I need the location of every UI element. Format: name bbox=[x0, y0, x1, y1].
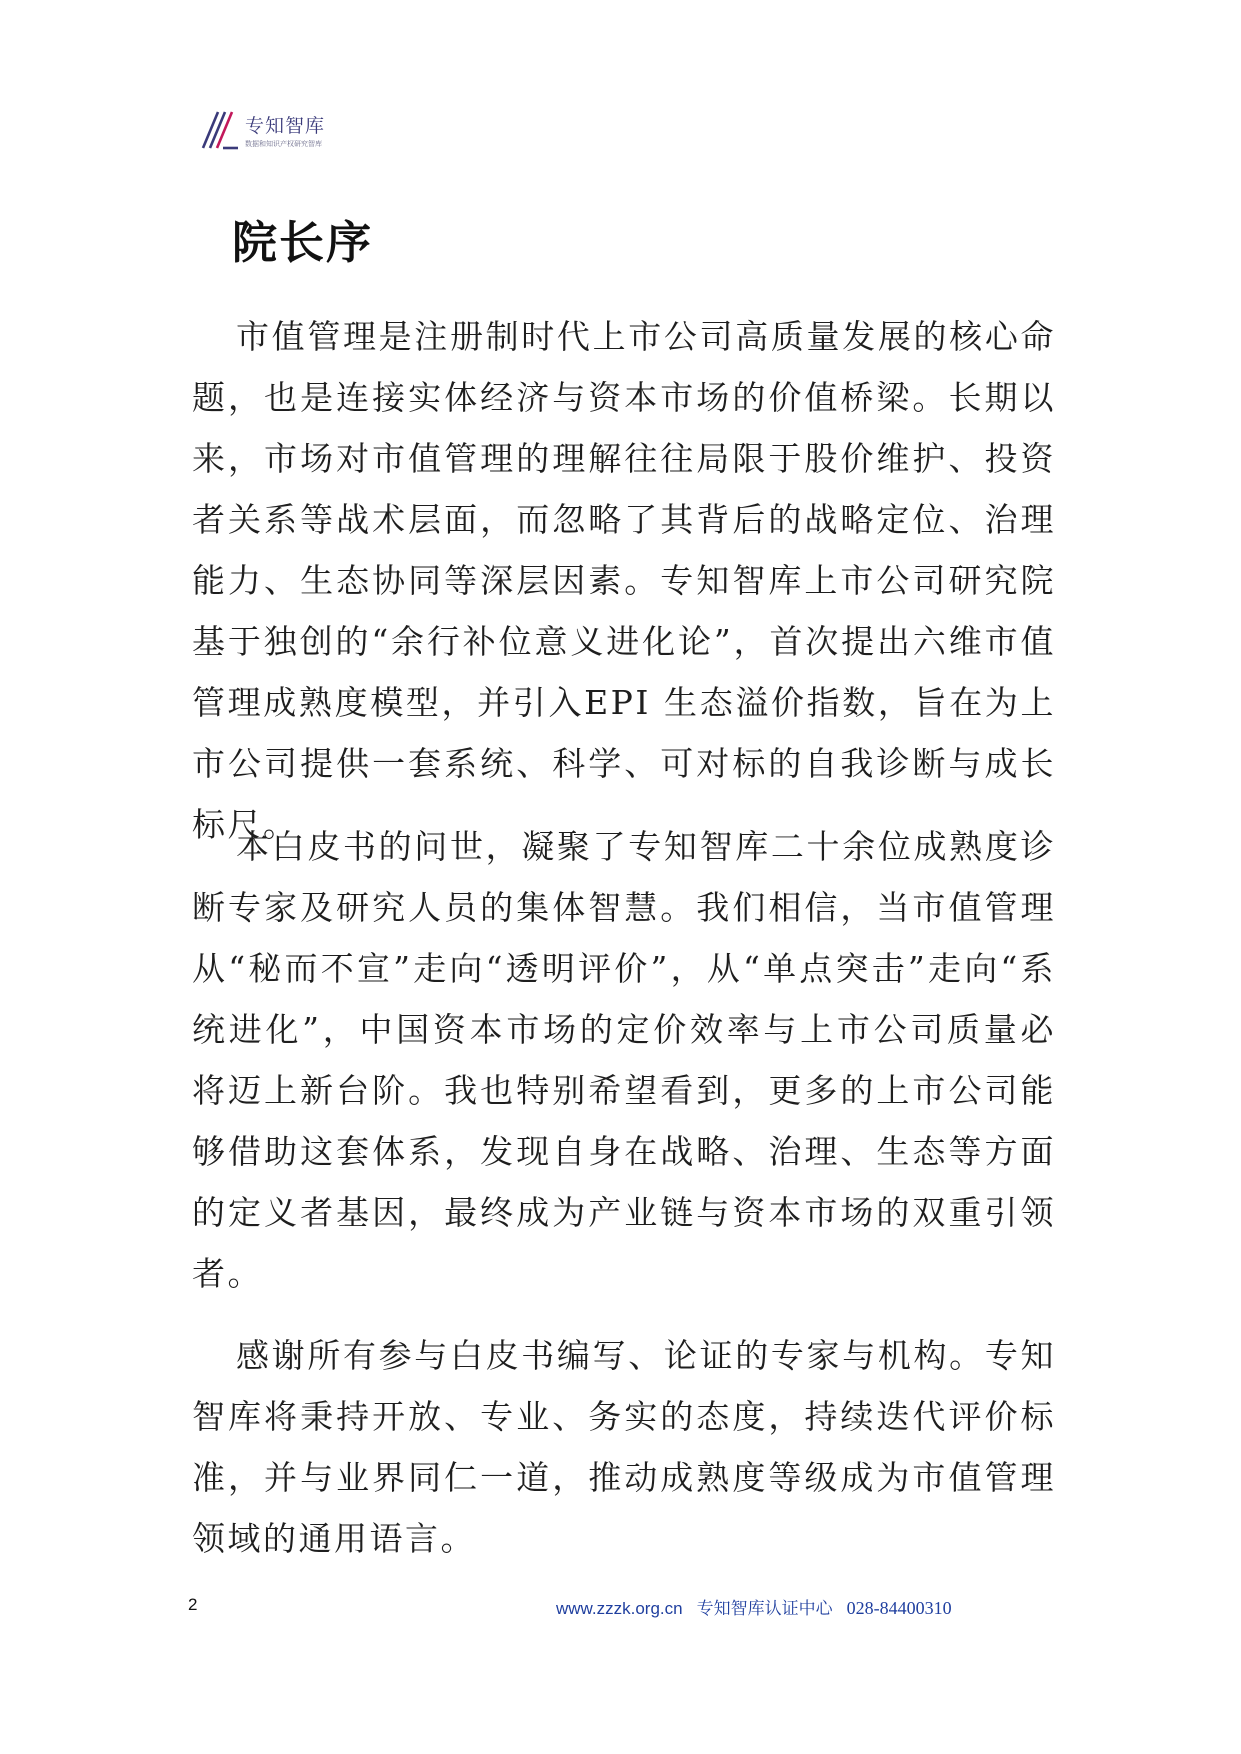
paragraph-thanks: 感谢所有参与白皮书编写、论证的专家与机构。专知智库将秉持开放、专业、务实的态度，持续迭代评价标准，并与业界同仁一道，推动成熟度等级成为市值管理领域的通用语言。 bbox=[192, 1336, 1056, 1558]
page-title: 院长序 bbox=[232, 216, 374, 269]
page-number: 2 bbox=[188, 1595, 198, 1614]
logo-name: 专知智库 bbox=[245, 115, 326, 137]
footer-phone: 028-84400310 bbox=[846, 1598, 952, 1618]
paragraph-intro: 市值管理是注册制时代上市公司高质量发展的核心命题，也是连接实体经济与资本市场的价值桥梁。长期以来，市场对市值管理的理解往往局限于股价维护、投资者关系等战术层面，而忽略了其背后的战略定位、治理能力、生态协同等深层因素。专知智库上市公司研究院基于独创的“余行补位意义进化论”，首次提出六维市值管理成熟度模型，并引入EPI 生态溢价指数，旨在为上市公司提供一套系统、科学、可对标的自我诊断与成长标尺。 bbox=[192, 317, 1056, 844]
footer-website-link[interactable]: www.zzzk.org.cn bbox=[556, 1599, 683, 1618]
footer bbox=[556, 1594, 952, 1619]
logo bbox=[201, 110, 351, 166]
paragraph-whitepaper: 本白皮书的问世，凝聚了专知智库二十余位成熟度诊断专家及研究人员的集体智慧。我们相信，当市值管理从“秘而不宣”走向“透明评价”，从“单点突击”走向“系统进化”，中国资本市场的定价效率与上市公司质量必将迈上新台阶。我也特别希望看到，更多的上市公司能够借助这套体系，发现自身在战略、治理、生态等方面的定义者基因，最终成为产业链与资本市场的双重引领者。 bbox=[192, 827, 1056, 1293]
footer-organization: 专知智库认证中心 bbox=[696, 1599, 833, 1619]
zzzk-logo-icon bbox=[201, 110, 239, 150]
logo-tagline: 数据和知识产权研究智库 bbox=[245, 140, 322, 148]
